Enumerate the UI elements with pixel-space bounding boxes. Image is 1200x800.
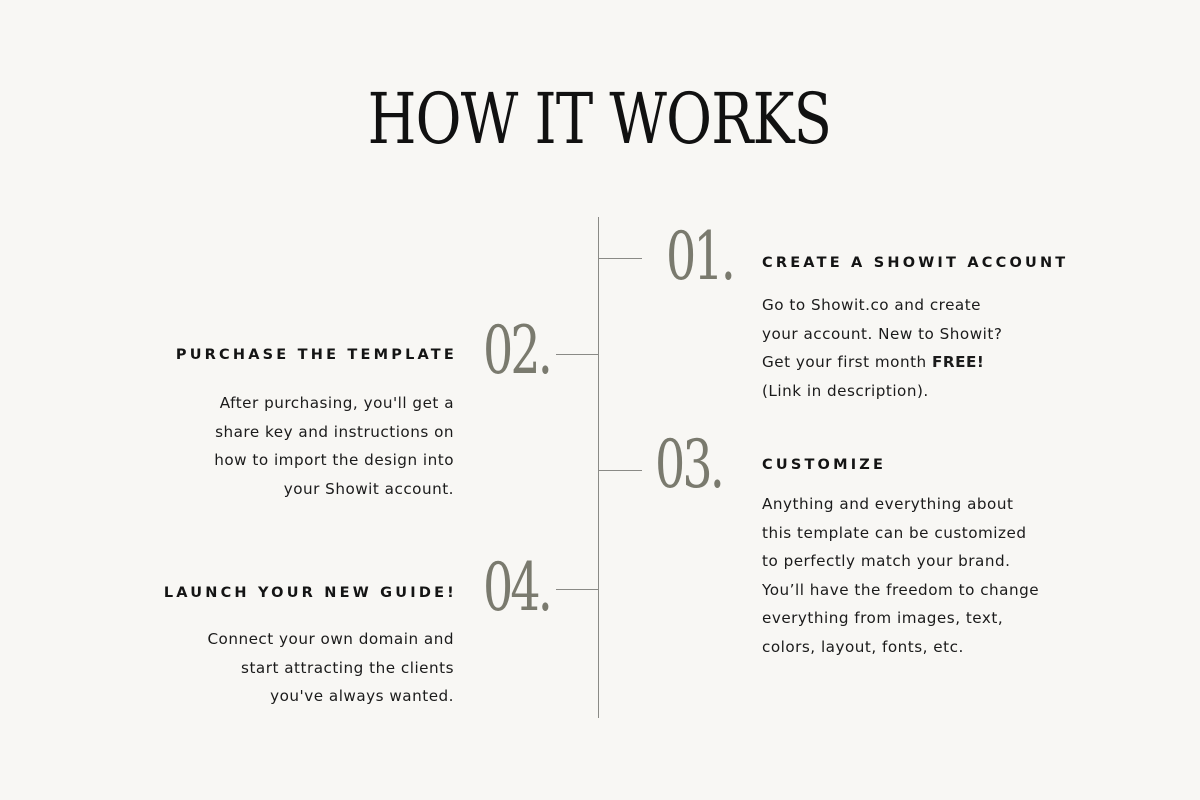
step-04-line-3: you've always wanted. [270,687,454,706]
step-01-line-2: your account. New to Showit? [762,324,1003,343]
step-02-heading: PURCHASE THE TEMPLATE [175,347,457,363]
step-01-connector [599,258,642,259]
step-03-line-1: Anything and everything about [762,495,1014,513]
free-highlight: FREE! [932,353,985,372]
step-02-number: 02. [483,312,550,389]
step-04-description [207,625,454,711]
step-01-heading: CREATE A SHOWIT ACCOUNT [762,255,1069,271]
step-03-line-4: You’ll have the freedom to change [762,580,1040,599]
step-02-line-4: your Showit account. [283,479,454,498]
step-01-number: 01. [666,218,733,295]
step-04-line-1: Connect your own domain and [207,630,454,648]
step-03-line-3: to perfectly match your brand. [762,552,1011,571]
step-03-heading: CUSTOMIZE [762,457,887,473]
step-02-connector [556,354,598,355]
step-02-line-3: how to import the design into [214,451,454,470]
step-03-line-6: colors, layout, fonts, etc. [762,637,964,656]
step-02-description [214,389,454,503]
step-01-line-4: (Link in description). [762,381,929,400]
page-title: HOW IT WORKS [367,78,832,160]
step-03-description [762,490,1039,662]
step-03-line-2: this template can be customized [762,523,1027,542]
step-03-line-5: everything from images, text, [762,609,1004,628]
step-03-number: 03. [655,426,722,503]
step-02-line-1: After purchasing, you'll get a [219,394,454,412]
step-04-line-2: start attracting the clients [241,658,454,677]
step-01-line-1: Go to Showit.co and create [762,296,982,314]
step-04-heading: LAUNCH YOUR NEW GUIDE! [163,585,457,601]
step-01-line-3 [762,348,1002,377]
step-04-number: 04. [483,549,550,626]
step-03-connector [599,470,642,471]
timeline-vertical-line [598,217,599,718]
step-02-line-2: share key and instructions on [215,422,454,441]
step-01-line-3-text: Get your first month [762,353,932,372]
step-01-description [762,291,1002,405]
step-04-connector [556,589,598,590]
